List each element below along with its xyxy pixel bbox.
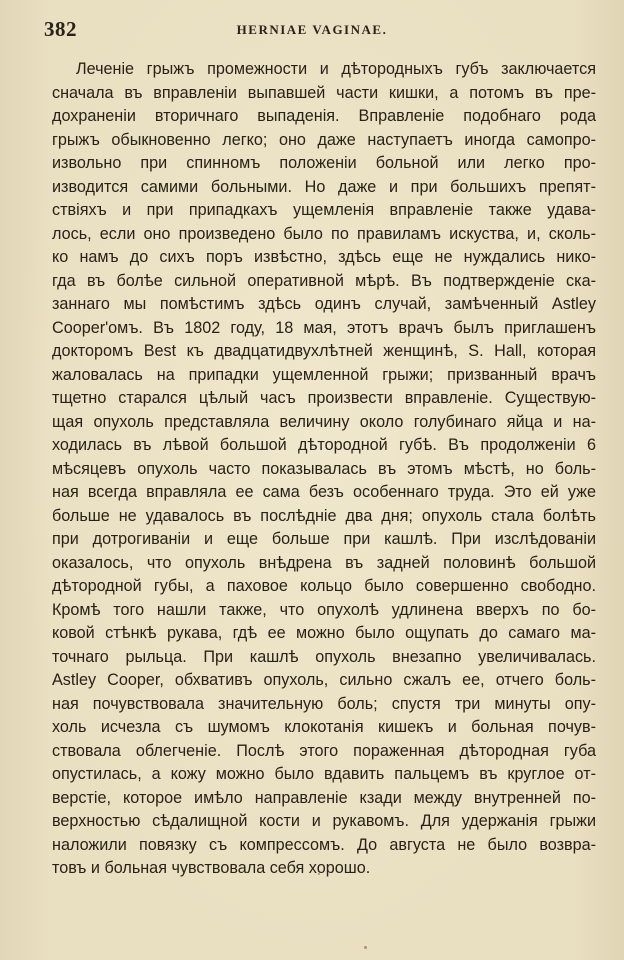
text-line: ная всегда вправляла ее сама безъ особеннаго труда. Это ей уже [52,483,596,501]
text-line: опустилась, а кожу можно было вдавить пальцемъ въ круглое от- [52,765,596,783]
text-line: извольно при спинномъ положеніи больной или легко про- [52,154,596,172]
text-line: щая опухоль представляла величину около голубинаго яйца и на- [52,412,596,431]
text-line: Кромѣ того нашли также, что опухолѣ удлинена вверхъ по бо- [52,600,596,619]
text-line: сначала въ вправленіи выпавшей части кишки, а потомъ въ пре- [52,83,596,102]
text-line: оказалось, что опухоль внѣдрена въ задней половинѣ большой [52,553,596,572]
text-line: верстіе, которое имѣло направленіе кзади между внутренней по- [52,788,596,807]
text-line: ковой стѣнкѣ рукава, гдѣ ее можно было ощупать до самаго ма- [52,624,596,642]
text-line: верхностью сѣдалищной кости и рукавомъ. Для удержанія грыжи [52,812,596,830]
text-line: ствіяхъ и при припадкахъ ущемленія вправленіе также удава- [52,201,596,219]
running-head: HERNIAE VAGINAE. [236,22,388,37]
text-line: ко намъ до сихъ поръ извѣстно, здѣсь еще не нуждались нико- [52,248,596,266]
text-line: ная почувствовала значительную боль; спустя три минуты опу- [52,694,596,713]
text-line: жаловалась на припадки ущемленной грыжи; призванный врачъ [52,365,596,384]
page-number: 382 [44,17,77,41]
text-line: товъ и больная чувствовала себя хорошо. [52,859,371,877]
text-line: дохраненіи вторичнаго выпаденія. Вправленіе подобнаго рода [52,107,596,125]
text-line: Cooper'омъ. Въ 1802 году, 18 мая, этотъ врачъ былъ приглашенъ [52,318,596,337]
text-line: гда въ болѣе сильной оперативной мѣрѣ. Въ подтвержденіе ска- [52,271,596,290]
text-line: тщетно старался цѣлый часъ произвести вправленіе. Существую- [52,389,596,407]
paper-speck [318,873,320,875]
text-line: точнаго рыльца. При кашлѣ опухоль внезапно увеличивалась. [52,647,596,666]
text-line: мѣсяцевъ опухоль часто показывалась въ этомъ мѣстѣ, но боль- [52,459,596,478]
text-line: больше не удавалось въ послѣдніе два дня; опухоль стала болѣть [52,506,596,525]
paper-speck [364,946,367,949]
text-line: Леченіе грыжъ промежности и дѣтородныхъ губъ заключается [76,60,596,78]
text-line: ходилась въ лѣвой большой дѣтородной губѣ. Въ продолженіи 6 [52,436,596,454]
text-line: при дотрогиваніи и еще больше при кашлѣ. При изслѣдованіи [52,530,596,548]
text-line: ствовала облегченіе. Послѣ этого пораженная дѣтородная губа [52,741,596,760]
text-line: Astley Cooper, обхвативъ опухоль, сильно сжалъ ее, отчего боль- [52,671,596,689]
text-line: изводится самими больными. Но даже и при большихъ препят- [52,177,596,196]
text-line: грыжъ обыкновенно легко; оно даже наступаетъ иногда самопро- [52,130,596,149]
text-line: заннаго мы помѣстимъ здѣсь одинъ случай, замѣченный Astley [52,295,596,313]
text-line: докторомъ Best къ двадцатидвухлѣтней женщинѣ, S. Hall, которая [52,342,596,360]
body-paragraph [52,58,596,881]
text-line: дѣтородной губы, а паховое кольцо было совершенно свободно. [52,577,596,595]
text-line: холь исчезла съ шумомъ клокотанія кишекъ и больная почув- [52,718,596,736]
text-line: лось, если оно произведено было по правиламъ искуства, и, сколь- [52,224,596,243]
text-line: наложили повязку съ компрессомъ. До августа не было возвра- [52,835,596,854]
